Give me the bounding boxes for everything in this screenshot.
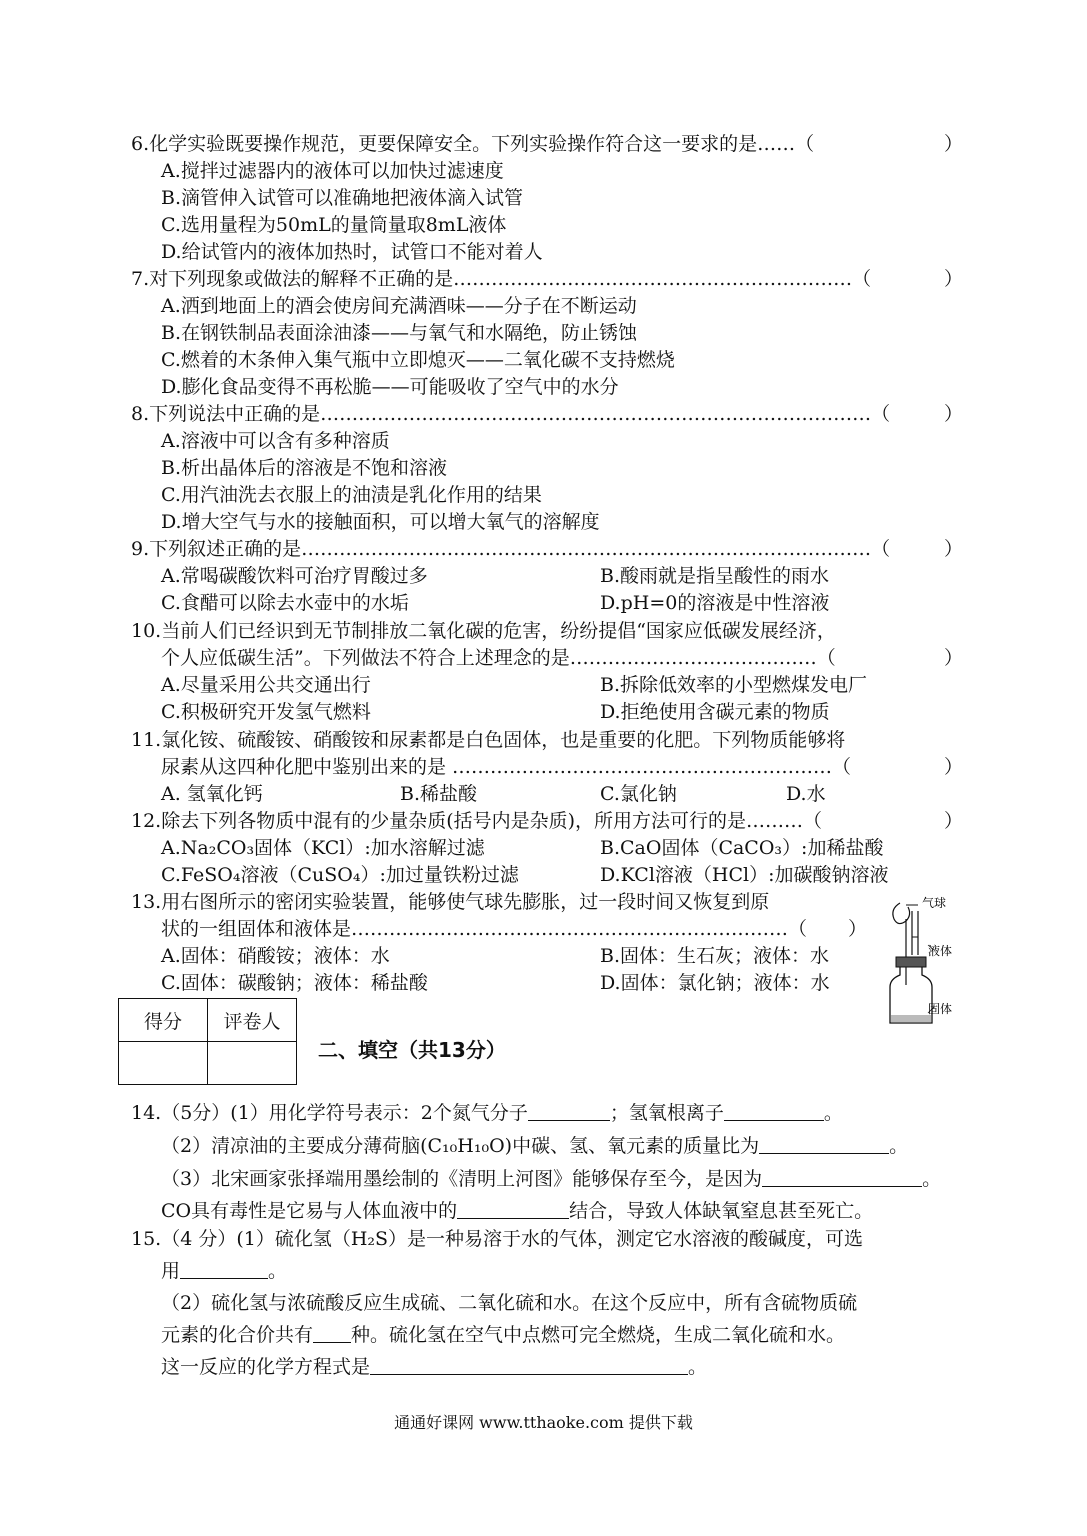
answer-blank[interactable] [759,1133,889,1154]
balloon-label: 气球 [922,896,947,910]
option: B.稀盐酸 [400,783,478,805]
question-11-stem: 11.氯化铵、硫酸铵、硝酸铵和尿素都是白色固体，也是重要的化肥。下列物质能够将 [131,729,846,751]
question-10-stem: 10.当前人们已经识到无节制排放二氧化碳的危害，纷纷提倡“国家应低碳发展经济， [131,620,836,642]
option: B.固体：生石灰；液体：水 [600,945,830,967]
option: C.食醋可以除去水壶中的水垢 [161,592,409,614]
option: A.尽量采用公共交通出行 [161,674,371,696]
answer-paren: ） [944,756,964,778]
answer-paren: ） [944,403,964,425]
q15-line2: 用 。 [161,1260,288,1282]
grader-cell[interactable] [208,1042,297,1085]
answer-blank[interactable] [762,1166,922,1187]
q15-line1: 15.（4 分）(1）硫化氢（H₂S）是一种易溶于水的气体，测定它水溶液的酸碱度，可选 [131,1228,864,1250]
option: C.燃着的木条伸入集气瓶中立即熄灭——二氧化碳不支持燃烧 [161,349,675,371]
score-cell[interactable] [119,1042,208,1085]
option: A. 氢氧化钙 [161,783,263,805]
option: A.常喝碳酸饮料可治疗胃酸过多 [161,565,428,587]
question-13-stem-cont: 状的一组固体和液体是……………………………………………………………（ [161,918,808,940]
answer-blank[interactable] [313,1322,351,1343]
option: A.搅拌过滤器内的液体可以加快过滤速度 [161,160,504,182]
q15-line5: 这一反应的化学方程式是 。 [161,1356,708,1378]
answer-blank[interactable] [457,1198,569,1219]
option: A.固体：硝酸铵；液体：水 [161,945,390,967]
liquid-label: 液体 [928,944,953,958]
option: C.选用量程为50mL的量筒量取8mL液体 [161,214,507,236]
option: D.固体：氯化钠；液体：水 [600,972,830,994]
option: C.氯化钠 [600,783,677,805]
option: D.增大空气与水的接触面积，可以增大氧气的溶解度 [161,511,600,533]
answer-paren: ） [944,268,964,290]
option: D.拒绝使用含碳元素的物质 [600,701,830,723]
option: B.CaO固体（CaCO₃）:加稀盐酸 [600,837,884,859]
option: A.洒到地面上的酒会使房间充满酒味——分子在不断运动 [161,295,637,317]
score-table [118,998,297,1085]
answer-blank[interactable] [180,1258,268,1279]
option: B.析出晶体后的溶液是不饱和溶液 [161,457,448,479]
option: B.滴管伸入试管可以准确地把液体滴入试管 [161,187,524,209]
footer: 通通好课网 www.tthaoke.com 提供下载 [394,1413,693,1432]
question-7-stem: 7.对下列现象或做法的解释不正确的是………………………………………………………（ [131,268,872,290]
option: D.给试管内的液体加热时，试管口不能对着人 [161,241,543,263]
question-10-stem-cont: 个人应低碳生活”。下列做法不符合上述理念的是…………………………………（ [161,647,836,669]
answer-paren: ） [944,647,964,669]
answer-blank[interactable] [370,1354,688,1375]
section-title: 二、填空（共13分） [318,1038,506,1062]
option: D.膨化食品变得不再松脆——可能吸收了空气中的水分 [161,376,619,398]
question-6-stem: 6.化学实验既要操作规范，更要保障安全。下列实验操作符合这一要求的是……（ [131,133,815,155]
question-12-stem: 12.除去下列各物质中混有的少量杂质(括号内是杂质)，所用方法可行的是………（ [131,810,823,832]
question-8-stem: 8.下列说法中正确的是……………………………………………………………………………（ [131,403,891,425]
answer-blank[interactable] [528,1100,610,1121]
answer-paren: ） [848,918,868,940]
option: C.用汽油洗去衣服上的油渍是乳化作用的结果 [161,484,542,506]
q14-line3: （3）北宋画家张择端用墨绘制的《清明上河图》能够保存至今，是因为 。 [161,1168,942,1190]
option: D.KCl溶液（HCl）:加碳酸钠溶液 [600,864,889,886]
question-9-stem: 9.下列叙述正确的是………………………………………………………………………………（ [131,538,891,560]
option: B.酸雨就是指呈酸性的雨水 [600,565,830,587]
option: B.拆除低效率的小型燃煤发电厂 [600,674,868,696]
q14-line4: CO具有毒性是它易与人体血液中的 结合，导致人体缺氧窒息甚至死亡。 [161,1200,874,1222]
answer-paren: ） [944,538,964,560]
option: D.水 [786,783,826,805]
question-13-stem: 13.用右图所示的密闭实验装置，能够使气球先膨胀，过一段时间又恢复到原 [131,891,770,913]
option: C.FeSO₄溶液（CuSO₄）:加过量铁粉过滤 [161,864,519,886]
q14-line1: 14.（5分）(1）用化学符号表示：2个氮气分子 ；氢氧根离子 。 [131,1102,843,1124]
q15-line3: （2）硫化氢与浓硫酸反应生成硫、二氧化硫和水。在这个反应中，所有含硫物质硫 [161,1292,858,1314]
q14-line2: （2）清凉油的主要成分薄荷脑(C₁₀H₁₀O)中碳、氢、氧元素的质量比为 。 [161,1135,909,1157]
solid-label: 固体 [928,1002,953,1016]
option: A.Na₂CO₃固体（KCl）:加水溶解过滤 [161,837,485,859]
q15-line4: 元素的化合价共有 种。硫化氢在空气中点燃可完全燃烧，生成二氧化硫和水。 [161,1324,846,1346]
apparatus-diagram [878,895,958,1030]
grader-header: 评卷人 [208,999,297,1042]
option: B.在钢铁制品表面涂油漆——与氧气和水隔绝，防止锈蚀 [161,322,638,344]
score-header: 得分 [119,999,208,1042]
answer-paren: ） [944,133,964,155]
option: C.积极研究开发氢气燃料 [161,701,371,723]
answer-paren: ） [944,810,964,832]
option: D.pH=0的溶液是中性溶液 [600,592,830,614]
answer-blank[interactable] [724,1100,824,1121]
balloon-shape [893,903,910,924]
option: A.溶液中可以含有多种溶质 [161,430,390,452]
question-11-stem-cont: 尿素从这四种化肥中鉴别出来的是 ……………………………………………………（ [161,756,852,778]
option: C.固体：碳酸钠；液体：稀盐酸 [161,972,428,994]
